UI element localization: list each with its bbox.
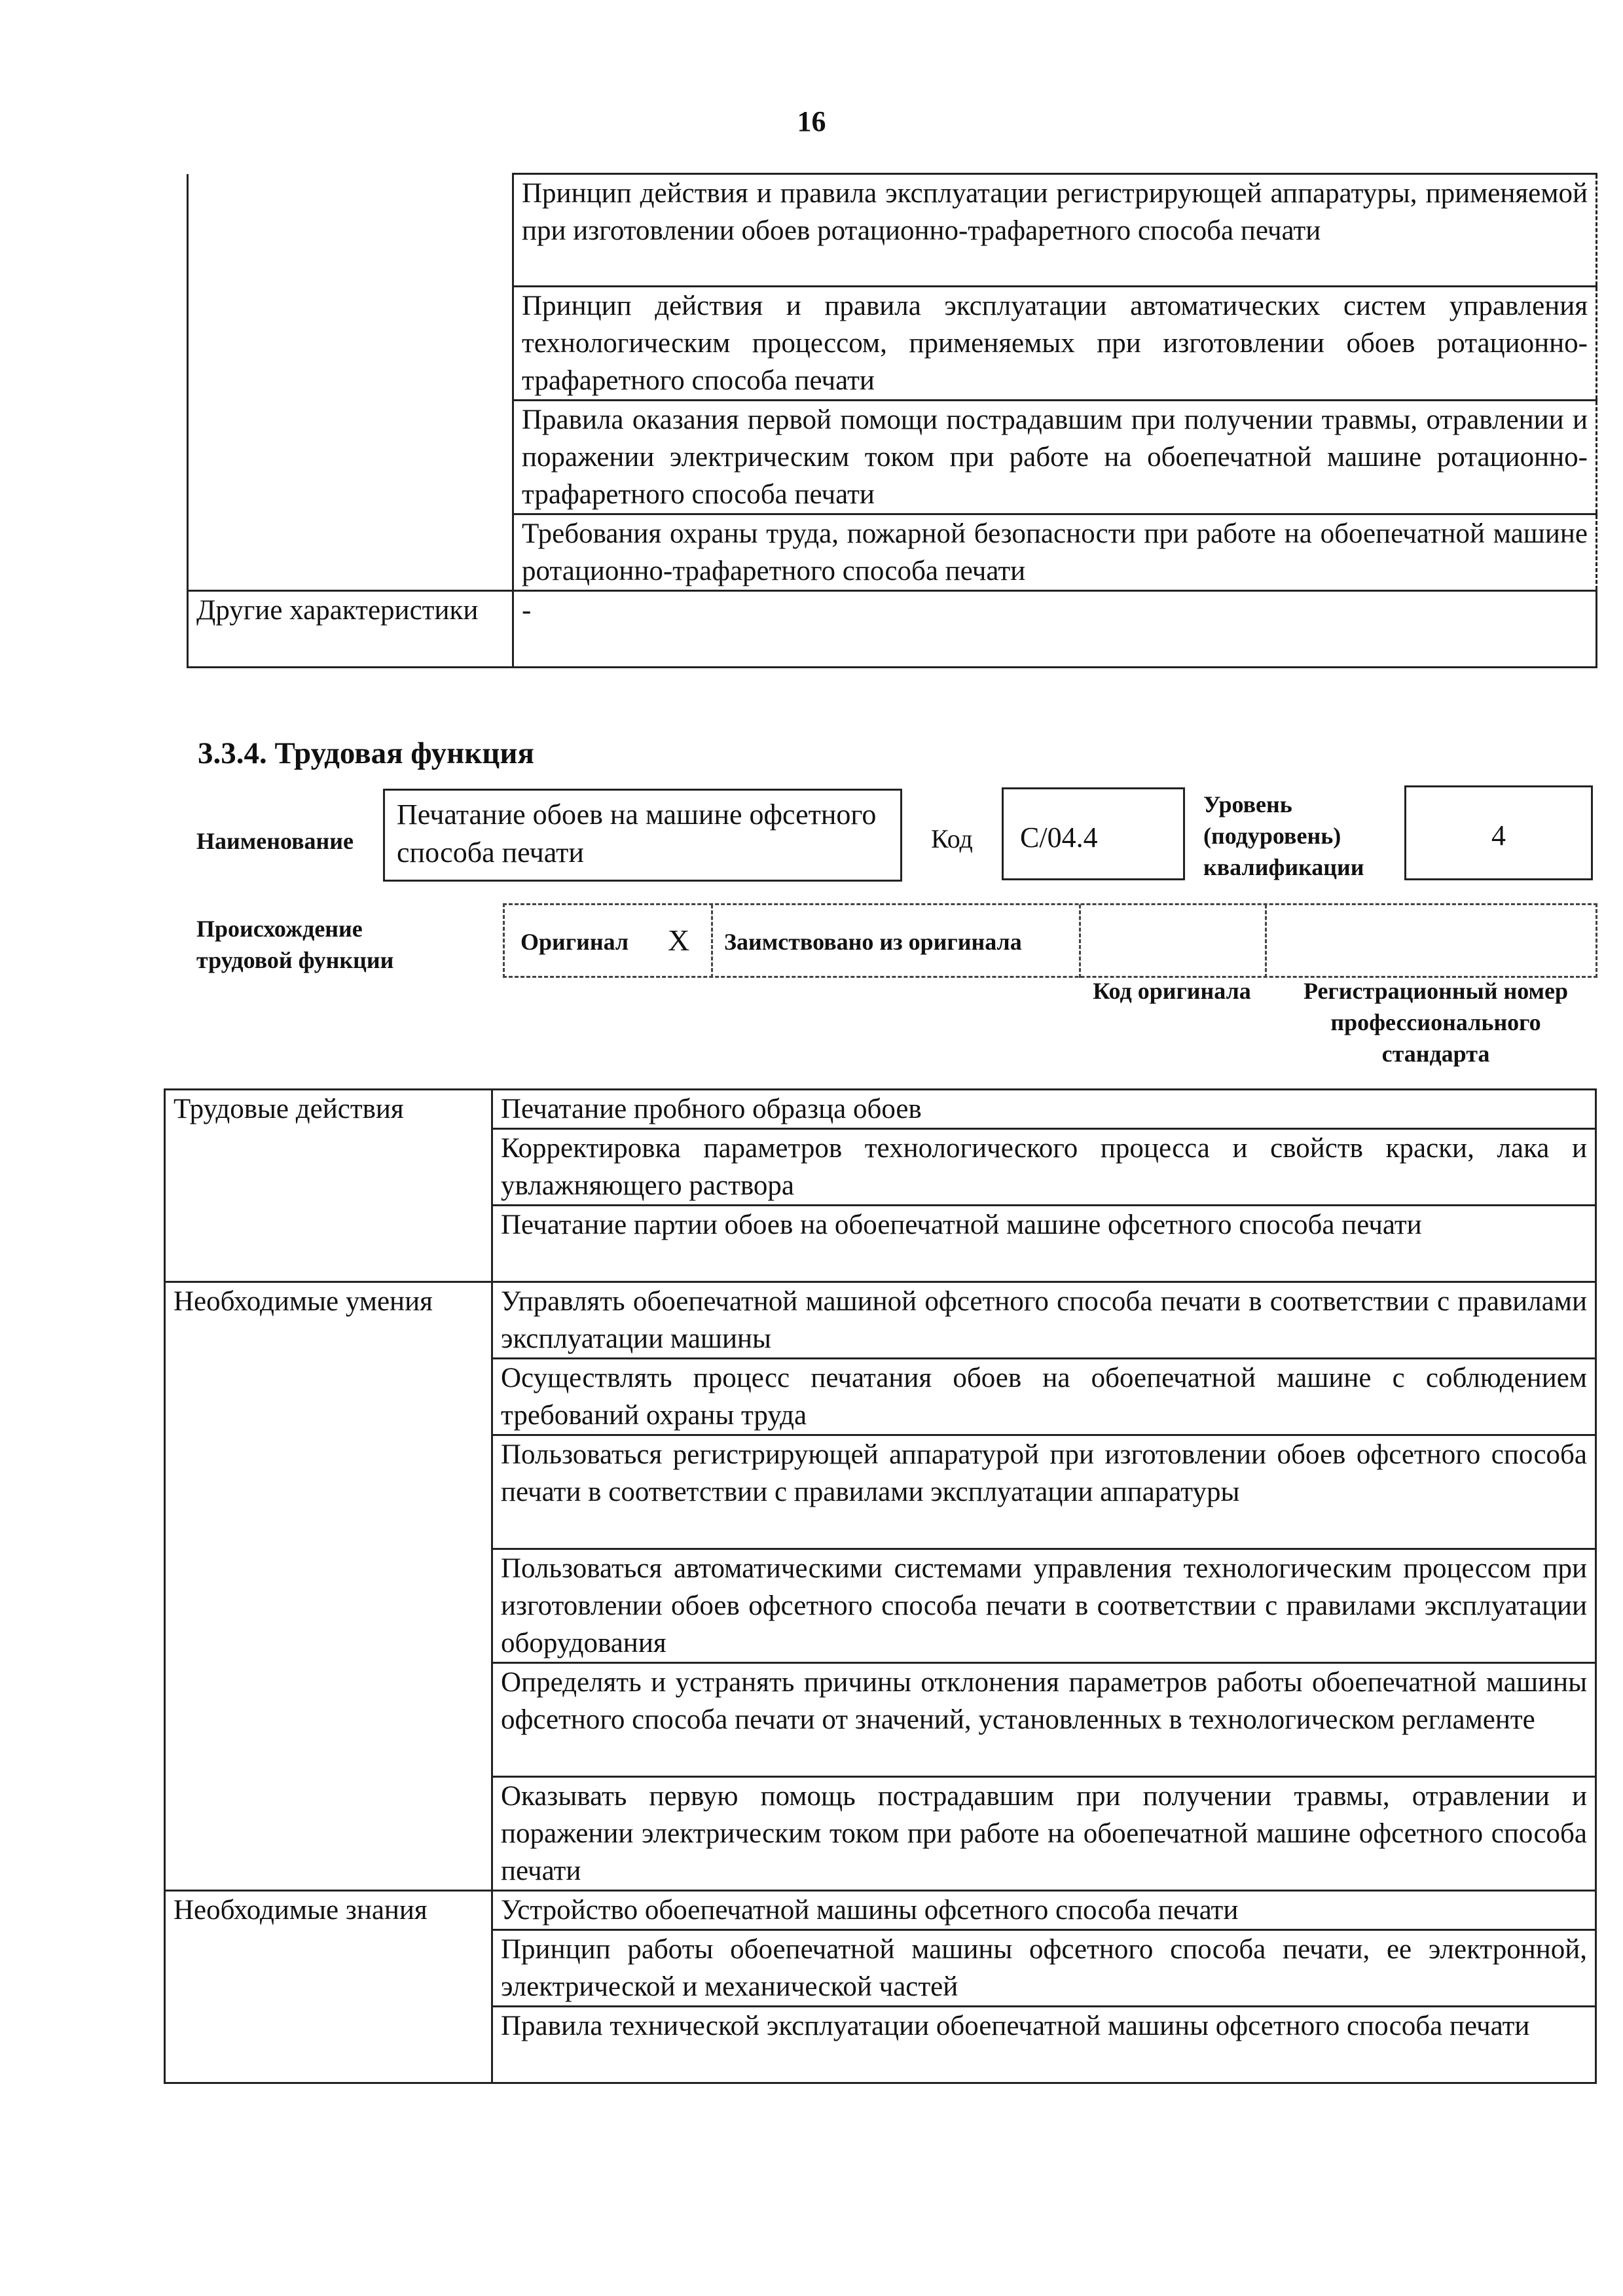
original-label: Оригинал <box>520 929 629 955</box>
item-cell: Принцип работы обоепечатной машины офсетного способа печати, ее электронной, электрической и механической частей <box>492 1930 1596 2007</box>
code-original-caption: Код оригинала <box>1093 978 1251 1004</box>
main-table <box>164 1088 1597 2084</box>
item-cell: Правила технической эксплуатации обоепечатной машины офсетного способа печати <box>492 2007 1596 2083</box>
item-cell: Печатание партии обоев на обоепечатной машине офсетного способа печати <box>492 1206 1596 1282</box>
table-row <box>165 1891 1596 1930</box>
item-cell: Пользоваться регистрирующей аппаратурой при изготовлении обоев офсетного способа печати в соответствии с правилами эксплуатации аппаратуры <box>492 1435 1596 1549</box>
original-mark: Х <box>668 924 690 957</box>
function-name-box: Печатание обоев на машине офсетного способа печати <box>383 789 902 882</box>
item-cell: Пользоваться автоматическими системами управления технологическим процессом при изготовлении обоев офсетного способа печати в соответствии с правилами эксплуатации оборудования <box>492 1549 1596 1663</box>
borrowed-label: Заимствовано из оригинала <box>724 929 1022 955</box>
item-cell: Печатание пробного образца обоев <box>492 1090 1596 1129</box>
requirement-cell: Принцип действия и правила эксплуатации автоматических систем управления технологическим процессом, применяемых при изготовлении обоев ротационно-трафаретного способа печати <box>513 287 1597 401</box>
empty-label-cell <box>188 174 513 591</box>
reg-number-caption: Регистрационный номер профессионального стандарта <box>1303 978 1569 1067</box>
table-row <box>165 1090 1596 1129</box>
origin-label: Происхождение трудовой функции <box>196 916 394 973</box>
origin-divider <box>1265 905 1267 978</box>
table-row <box>188 591 1597 668</box>
top-table <box>187 173 1597 668</box>
requirement-cell: Требования охраны труда, пожарной безопасности при работе на обоепечатной машине ротационно-трафаретного способа печати <box>513 514 1597 591</box>
group-label: Необходимые знания <box>165 1891 492 2083</box>
origin-box <box>503 903 1597 978</box>
name-label: Наименование <box>196 828 354 854</box>
level-box: 4 <box>1404 785 1593 880</box>
item-cell: Корректировка параметров технологического процесса и свойств краски, лака и увлажняющего раствора <box>492 1129 1596 1206</box>
item-cell: Осуществлять процесс печатания обоев на обоепечатной машине с соблюдением требований охраны труда <box>492 1359 1596 1435</box>
origin-divider <box>1079 905 1081 978</box>
item-cell: Устройство обоепечатной машины офсетного способа печати <box>492 1891 1596 1930</box>
page-number: 16 <box>797 105 826 137</box>
level-label: Уровень (подуровень) квалификации <box>1203 791 1364 880</box>
group-label: Трудовые действия <box>165 1090 492 1282</box>
other-characteristics-label: Другие характеристики <box>188 591 513 668</box>
code-box: С/04.4 <box>1002 787 1185 880</box>
item-cell: Определять и устранять причины отклонения параметров работы обоепечатной машины офсетного способа печати от значений, установленных в технологическом регламенте <box>492 1663 1596 1777</box>
origin-divider <box>711 905 713 978</box>
group-label: Необходимые умения <box>165 1282 492 1891</box>
item-cell: Оказывать первую помощь пострадавшим при получении травмы, отравлении и поражении электрическим током при работе на обоепечатной машине офсетного способа печати <box>492 1777 1596 1891</box>
section-heading: 3.3.4. Трудовая функция <box>198 736 534 770</box>
code-label: Код <box>931 824 973 853</box>
table-row <box>165 1282 1596 1359</box>
requirement-cell: Правила оказания первой помощи пострадавшим при получении травмы, отравлении и поражении электрическим током при работе на обоепечатной машине ротационно-трафаретного способа печати <box>513 401 1597 514</box>
item-cell: Управлять обоепечатной машиной офсетного способа печати в соответствии с правилами эксплуатации машины <box>492 1282 1596 1359</box>
requirement-cell: Принцип действия и правила эксплуатации регистрирующей аппаратуры, применяемой при изготовлении обоев ротационно-трафаретного способа печати <box>513 174 1597 287</box>
table-row <box>188 174 1597 287</box>
other-characteristics-value: - <box>513 591 1597 668</box>
